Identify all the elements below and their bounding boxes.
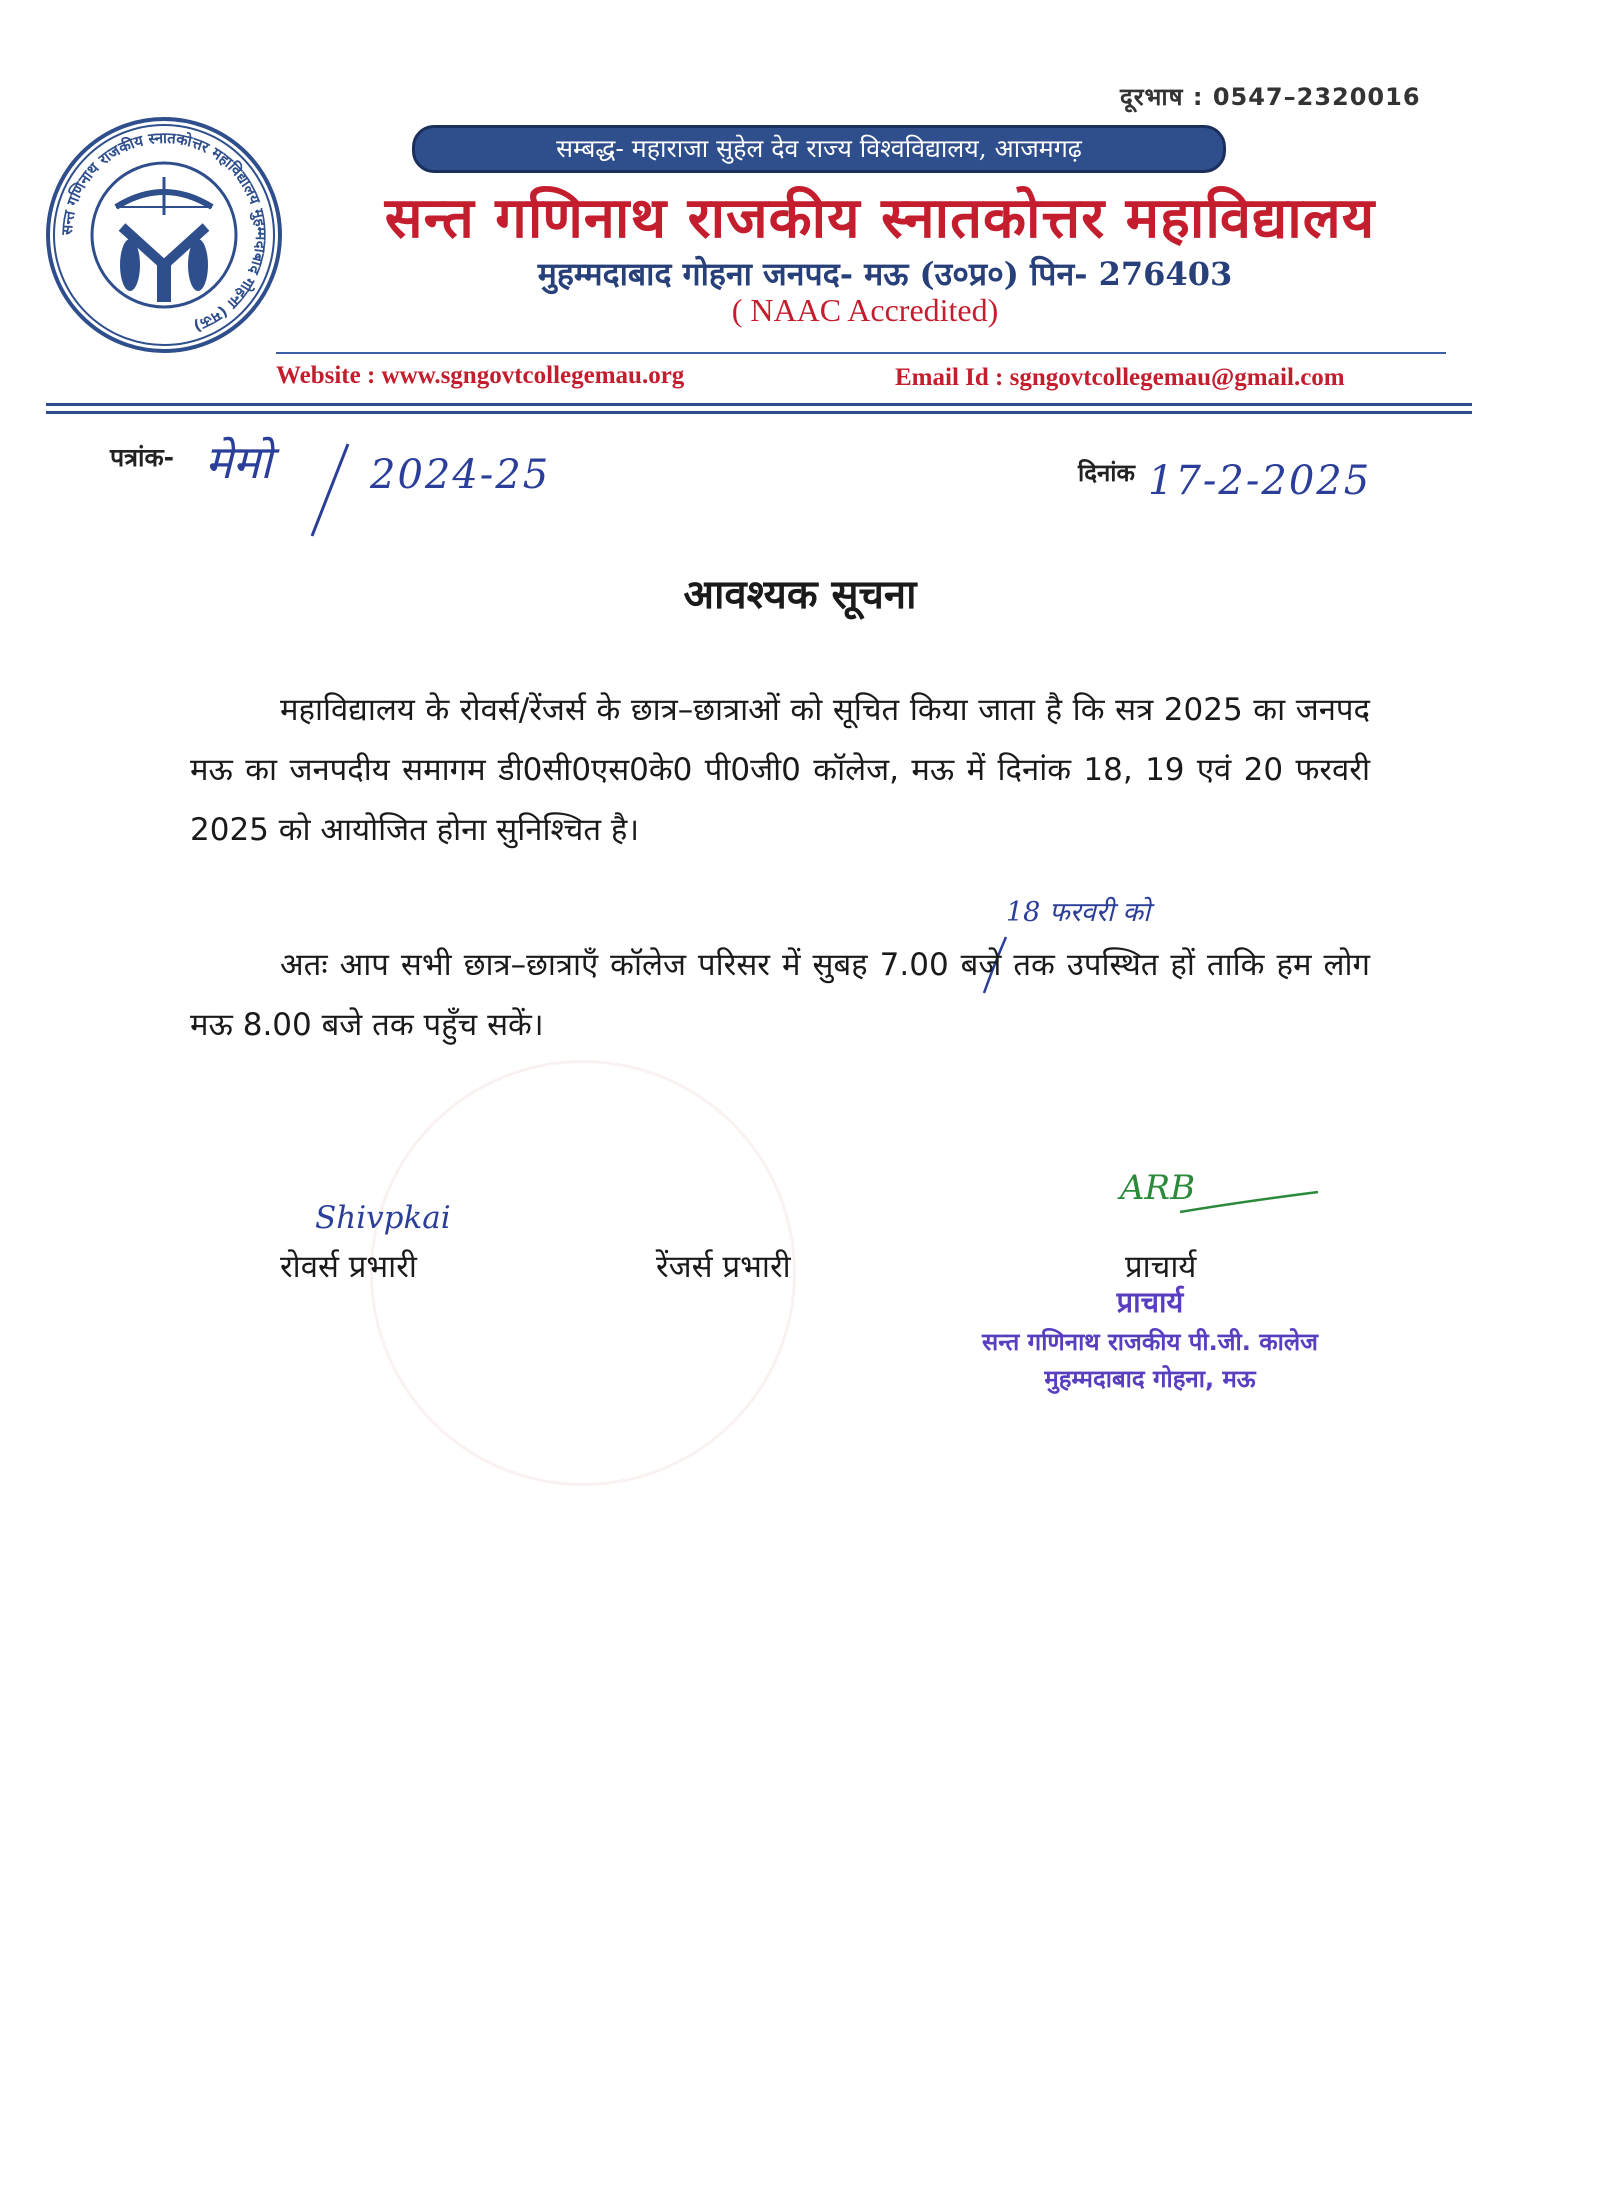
reference-handwritten-code: मेमो <box>205 435 272 489</box>
rangers-incharge-label: रेंजर्स प्रभारी <box>656 1249 791 1285</box>
handwritten-margin-note: 18 फरवरी को <box>1006 897 1151 928</box>
seal-ring-text: सन्त गणिनाथ राजकीय स्नातकोत्तर महाविद्यालय मुहम्मदाबाद गोहना (मऊ) <box>57 128 271 336</box>
stamp-title: प्राचार्य <box>1116 1285 1184 1319</box>
phone-number: दूरभाष : 0547–2320016 <box>1120 83 1421 111</box>
handwritten-slash-icon <box>300 440 360 540</box>
principal-label: प्राचार्य <box>1125 1249 1197 1285</box>
affiliation-banner: सम्बद्ध- महाराजा सुहेल देव राज्य विश्वविद्यालय, आजमगढ़ <box>412 125 1226 173</box>
college-seal-icon <box>44 115 284 355</box>
date-label: दिनांक <box>1078 459 1135 487</box>
principal-stamp <box>950 1282 1350 1395</box>
principal-signature: ARB <box>1120 1168 1196 1208</box>
rovers-incharge-label: रोवर्स प्रभारी <box>280 1249 417 1285</box>
website-link[interactable]: Website : www.sgngovtcollegemau.org <box>276 362 685 389</box>
header-divider-1 <box>46 403 1472 406</box>
notice-title: आवश्यक सूचना <box>683 572 917 618</box>
svg-text:सन्त गणिनाथ राजकीय स्नातकोत्तर <box>58 129 270 336</box>
header-divider-thin <box>276 352 1446 354</box>
naac-accreditation: ( NAAC Accredited) <box>731 292 999 328</box>
email-link[interactable]: Email Id : sgngovtcollegemau@gmail.com <box>895 364 1345 391</box>
stamp-place-line: मुहम्मदाबाद गोहना, मऊ <box>1044 1365 1256 1393</box>
college-name: सन्त गणिनाथ राजकीय स्नातकोत्तर महाविद्यालय <box>384 186 1376 251</box>
notice-paragraph-1: महाविद्यालय के रोवर्स/रेंजर्स के छात्र–छात्राओं को सूचित किया जाता है कि सत्र 2025 का जनपद मऊ का जनपदीय समागम डी0सी0एस0के0 पी0जी0 कॉलेज, मऊ में दिनांक 18, 19 एवं 20 फरवरी 2025 को आयोजित होना सुनिश्चित है। <box>190 692 1370 848</box>
reference-handwritten-year: 2024-25 <box>370 452 551 498</box>
college-address: मुहम्मदाबाद गोहना जनपद- मऊ (उ०प्र०) पिन- 276403 <box>537 255 1233 293</box>
date-handwritten: 17-2-2025 <box>1148 458 1372 504</box>
principal-signature-stroke-icon <box>1120 1180 1320 1220</box>
rovers-signature: Shivpkai <box>315 1200 451 1236</box>
notice-paragraph-2: अतः आप सभी छात्र–छात्राएँ कॉलेज परिसर में सुबह 7.00 बजे तक उपस्थित हों ताकि हम लोग मऊ 8.00 बजे तक पहुँच सकें। <box>190 947 1370 1043</box>
reference-label: पत्रांक- <box>110 443 175 472</box>
header-divider-2 <box>46 411 1472 414</box>
stamp-college-line: सन्त गणिनाथ राजकीय पी.जी. कालेज <box>982 1328 1318 1356</box>
